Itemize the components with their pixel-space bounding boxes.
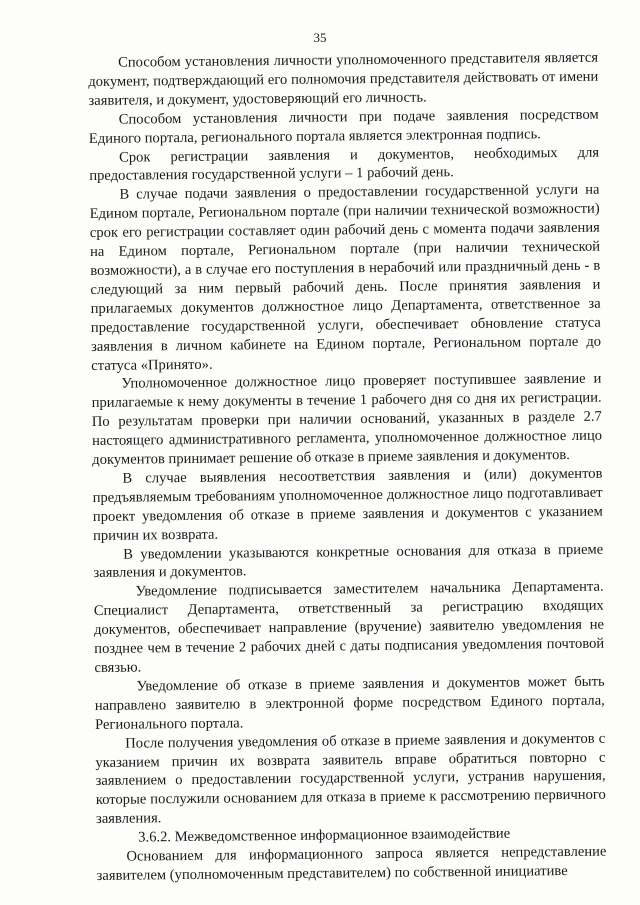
section-heading-interagency: 3.6.2. Межведомственное информационное взаимодействие [138,825,511,846]
page-number: 35 [313,30,327,45]
paragraph-information-request: Основанием для информационного запроса является непредставление заявителем (уполномоченным представителем) по собственной инициативе [96,843,607,884]
paragraph-representative-identification: Способом установления личности уполномоченного представителя является документ, подтверждающий его полномочия представителя действовать от имени заявителя, и документ, удостоверяющий его личность. [88,49,599,109]
paragraph-notice-signing: Уведомление подписывается заместителем начальника Департамента. Специалист Департамента, ответственный за регистрацию входящих документов, обеспечивает направление (вручение) заявителю уведомления не позднее чем в течение 2 рабочих дней с даты подписания уведомления почтовой связью. [93,579,605,676]
paragraph-electronic-signature: Способом установления личности при подаче заявления посредством Единого портала, регионального портала является электронная подпись. [88,106,599,147]
paragraph-reapplication: После получения уведомления об отказе в приеме заявления и документов с указанием причин их возврата заявитель вправе обратиться повторно с заявлением о предоставлении государственной услуги, устранив нарушения, которые послужили основанием для отказа в приеме к рассмотрению первичного заявления. [95,730,606,828]
paragraph-electronic-notice: Уведомление об отказе в приеме заявления и документов может быть направлено заявителю в электронной форме посредством Единого портала, Регионального портала. [94,673,605,733]
paragraph-document-check: Уполномоченное должностное лицо проверяет поступившее заявление и прилагаемые к нему документы в течение 1 рабочего дня со дня их регистрации. По результатам проверки при наличии оснований, указанных в разделе 2.7 настоящего административного регламента, уполномоченное должностное лицо документов принимает решение об отказе в приеме заявления и документов. [91,371,603,469]
document-body [88,49,607,886]
paragraph-portal-registration: В случае подачи заявления о предоставлении государственной услуги на Едином портале, Региональном портале (при наличии технической возможности) срок его регистрации составляет один рабочий день с момента подачи заявления на Едином портале, Региональном портале (при наличии технической возможности), а в случае его поступления в нерабочий или праздничный день - в следующий за ним первый рабочий день. После принятия заявления и прилагаемых документов должностное лицо Департамента, ответственное за предоставление государственной услуги, обеспечивает обновление статуса заявления в личном кабинете на Едином портале, Региональном портале до статуса «Принято». [89,181,602,374]
paragraph-refusal-grounds: В уведомлении указываются конкретные основания для отказа в приеме заявления и документов. [93,541,604,582]
paragraph-registration-term: Срок регистрации заявления и документов, необходимых для предоставления государственной услуги – 1 рабочий день. [89,144,600,185]
paragraph-nonconformity: В случае выявления несоответствия заявления и (или) документов предъявляемым требованиям уполномоченное должностное лицо подготавливает проект уведомления об отказе в приеме заявления и документов с указанием причин их возврата. [92,465,603,544]
